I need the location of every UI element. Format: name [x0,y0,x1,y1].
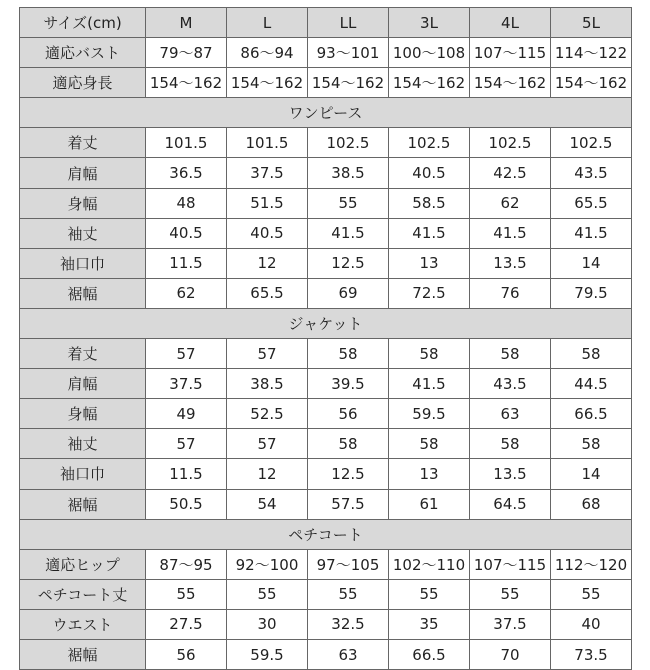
table-cell: 107～115 [470,38,551,68]
table-cell: 42.5 [470,158,551,188]
table-row [20,369,632,399]
table-cell: 51.5 [227,188,308,218]
table-cell: 40.5 [389,158,470,188]
row-label: ウエスト [20,609,146,639]
table-row [20,248,632,278]
table-cell: 154～162 [146,68,227,98]
table-row [20,459,632,489]
table-cell: 59.5 [227,639,308,669]
table-cell: 49 [146,399,227,429]
table-cell: 59.5 [389,399,470,429]
table-cell: 107～115 [470,549,551,579]
row-label: 着丈 [20,128,146,158]
table-cell: 102.5 [389,128,470,158]
table-cell: 11.5 [146,248,227,278]
table-cell: 65.5 [551,188,632,218]
size-chart-body [20,8,632,670]
table-cell: 102.5 [551,128,632,158]
table-cell: 57 [146,429,227,459]
table-cell: 27.5 [146,609,227,639]
size-column-header: 4L [470,8,551,38]
row-label: 裾幅 [20,639,146,669]
fit-row [20,38,632,68]
table-cell: 66.5 [551,399,632,429]
row-label: 裾幅 [20,278,146,308]
section-title: ワンピース [20,98,632,128]
table-cell: 114～122 [551,38,632,68]
table-cell: 154～162 [551,68,632,98]
table-cell: 50.5 [146,489,227,519]
table-cell: 55 [146,579,227,609]
table-cell: 86～94 [227,38,308,68]
row-label: 身幅 [20,399,146,429]
table-cell: 41.5 [389,369,470,399]
table-cell: 58.5 [389,188,470,218]
table-cell: 57 [146,339,227,369]
table-cell: 14 [551,459,632,489]
table-cell: 38.5 [308,158,389,188]
section-header-row [20,308,632,338]
table-row [20,429,632,459]
table-cell: 62 [470,188,551,218]
table-cell: 154～162 [227,68,308,98]
table-cell: 72.5 [389,278,470,308]
table-row [20,218,632,248]
table-cell: 79～87 [146,38,227,68]
table-cell: 58 [308,429,389,459]
row-label: 身幅 [20,188,146,218]
size-column-header: LL [308,8,389,38]
table-row [20,128,632,158]
table-cell: 12.5 [308,459,389,489]
table-cell: 101.5 [146,128,227,158]
table-cell: 58 [470,429,551,459]
table-cell: 52.5 [227,399,308,429]
table-row [20,639,632,669]
table-cell: 57.5 [308,489,389,519]
row-label: 肩幅 [20,369,146,399]
table-cell: 58 [470,339,551,369]
table-cell: 154～162 [470,68,551,98]
size-header-row [20,8,632,38]
row-label: 袖口巾 [20,459,146,489]
table-cell: 68 [551,489,632,519]
table-cell: 41.5 [389,218,470,248]
table-cell: 37.5 [470,609,551,639]
size-header-label: サイズ(cm) [20,8,146,38]
row-label: 適応身長 [20,68,146,98]
table-cell: 61 [389,489,470,519]
table-row [20,158,632,188]
row-label: 裾幅 [20,489,146,519]
table-cell: 44.5 [551,369,632,399]
table-cell: 35 [389,609,470,639]
table-cell: 41.5 [308,218,389,248]
row-label: 袖丈 [20,429,146,459]
table-cell: 112～120 [551,549,632,579]
table-cell: 13 [389,459,470,489]
table-cell: 55 [227,579,308,609]
table-cell: 56 [146,639,227,669]
table-cell: 14 [551,248,632,278]
table-cell: 55 [551,579,632,609]
table-cell: 154～162 [389,68,470,98]
table-cell: 101.5 [227,128,308,158]
table-cell: 63 [308,639,389,669]
table-cell: 40 [551,609,632,639]
table-cell: 92～100 [227,549,308,579]
table-cell: 93～101 [308,38,389,68]
table-cell: 39.5 [308,369,389,399]
table-cell: 62 [146,278,227,308]
table-cell: 11.5 [146,459,227,489]
table-cell: 57 [227,429,308,459]
row-label: ペチコート丈 [20,579,146,609]
table-row [20,339,632,369]
row-label: 着丈 [20,339,146,369]
row-label: 適応バスト [20,38,146,68]
table-cell: 66.5 [389,639,470,669]
size-column-header: L [227,8,308,38]
table-row [20,489,632,519]
row-label: 袖口巾 [20,248,146,278]
table-cell: 76 [470,278,551,308]
table-cell: 37.5 [227,158,308,188]
table-cell: 13.5 [470,459,551,489]
table-row [20,188,632,218]
table-cell: 12.5 [308,248,389,278]
table-cell: 41.5 [551,218,632,248]
section-header-row [20,519,632,549]
row-label: 適応ヒップ [20,549,146,579]
table-cell: 41.5 [470,218,551,248]
table-cell: 30 [227,609,308,639]
table-cell: 79.5 [551,278,632,308]
table-cell: 55 [308,579,389,609]
table-cell: 65.5 [227,278,308,308]
table-cell: 58 [389,339,470,369]
table-cell: 56 [308,399,389,429]
table-row [20,549,632,579]
table-cell: 55 [470,579,551,609]
table-cell: 58 [551,339,632,369]
table-cell: 154～162 [308,68,389,98]
table-cell: 38.5 [227,369,308,399]
table-cell: 32.5 [308,609,389,639]
table-cell: 58 [308,339,389,369]
table-cell: 13 [389,248,470,278]
table-cell: 12 [227,459,308,489]
fit-row [20,68,632,98]
table-cell: 40.5 [227,218,308,248]
table-cell: 12 [227,248,308,278]
table-cell: 43.5 [470,369,551,399]
table-cell: 55 [389,579,470,609]
table-cell: 58 [389,429,470,459]
size-column-header: 5L [551,8,632,38]
table-cell: 70 [470,639,551,669]
table-row [20,399,632,429]
section-title: ペチコート [20,519,632,549]
table-cell: 55 [308,188,389,218]
table-cell: 58 [551,429,632,459]
table-cell: 100～108 [389,38,470,68]
table-cell: 102～110 [389,549,470,579]
table-cell: 102.5 [470,128,551,158]
table-cell: 87～95 [146,549,227,579]
table-cell: 40.5 [146,218,227,248]
section-header-row [20,98,632,128]
table-row [20,609,632,639]
table-cell: 73.5 [551,639,632,669]
table-cell: 48 [146,188,227,218]
size-column-header: M [146,8,227,38]
table-cell: 37.5 [146,369,227,399]
table-cell: 43.5 [551,158,632,188]
table-cell: 102.5 [308,128,389,158]
table-cell: 63 [470,399,551,429]
table-cell: 13.5 [470,248,551,278]
size-column-header: 3L [389,8,470,38]
table-cell: 97～105 [308,549,389,579]
row-label: 肩幅 [20,158,146,188]
section-title: ジャケット [20,308,632,338]
size-chart-table [19,7,632,670]
table-row [20,278,632,308]
table-cell: 36.5 [146,158,227,188]
table-cell: 69 [308,278,389,308]
table-cell: 64.5 [470,489,551,519]
table-cell: 54 [227,489,308,519]
table-row [20,579,632,609]
table-cell: 57 [227,339,308,369]
row-label: 袖丈 [20,218,146,248]
